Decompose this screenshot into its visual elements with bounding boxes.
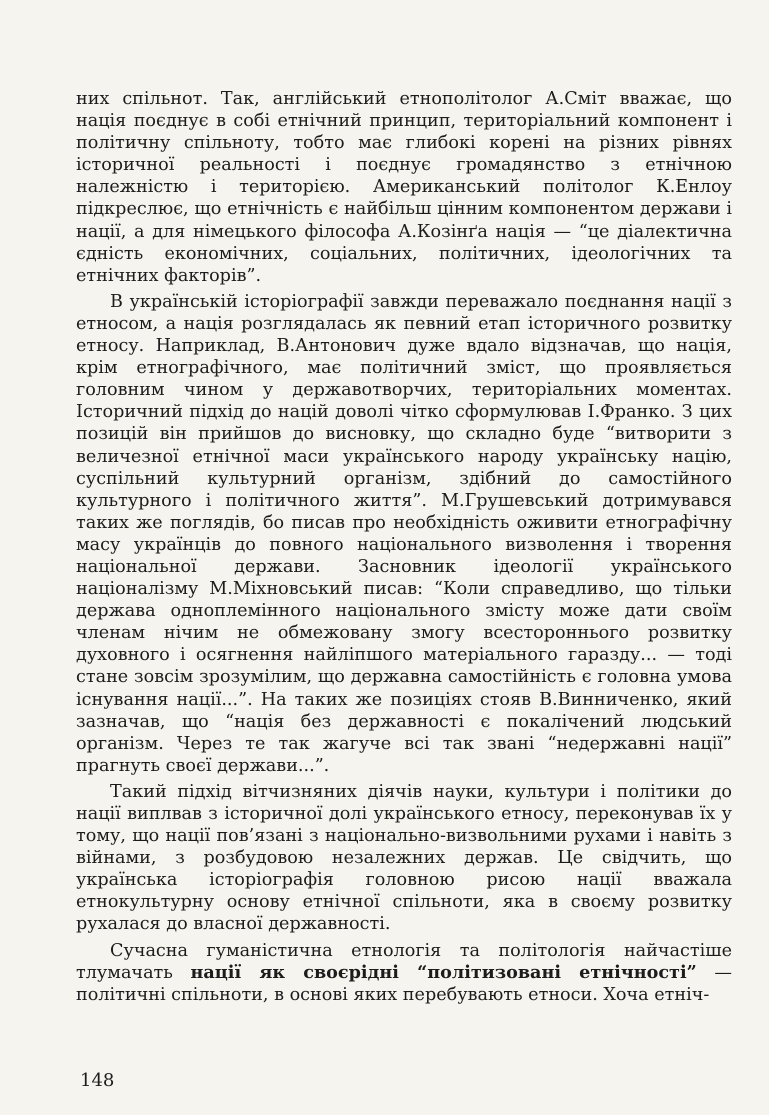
paragraph-4 [76, 940, 732, 1006]
paragraph-2: В українській історіографії завжди переважало поєднання нації з етносом, а нація розглядалась як певний етап історичного розвитку етносу. Наприклад, В.Антонович дуже вдало відзначав, що нація, крім етнографічного, має політичний зміст, що проявляється головним чином у державотворчих, територіальних моментах. Історичний підхід до націй доволі чітко сформулював І.Франко. З цих позицій він прийшов до висновку, що складно буде “витворити з величезної етнічної маси українського народу українську націю, суспільний культурний організм, здібний до самостійного культурного і політичного життя”. М.Грушевський дотримувався таких же поглядів, бо писав про необхідність оживити етнографічну масу українців до повного національного визволення і творення національної держави. Засновник ідеології українського націоналізму М.Міхновський писав: “Коли справедливо, що тільки держава одноплемінного національного змісту може дати своїм членам нічим не обмежовану змогу всестороннього розвитку духовного і осягнення найліпшого матеріального гаразду... — тоді стане зовсім зрозумілим, що державна самостійність є головна умова існування нації...”. На таких же позиціях стояв В.Винниченко, який зазначав, що “нація без державності є покалічений людський організм. Через те так жагуче всі так звані “недержавні нації” прагнуть своєї держави...”. [76, 291, 732, 776]
paragraph-4-end: — політичні спільноти, в основі яких перебувають етноси. Хоча етніч- [76, 962, 732, 1005]
paragraph-3: Такий підхід вітчизняних діячів науки, культури і політики до нації виплвав з історичної долі українського етносу, переконував їх у тому, що нації пов’язані з національно-визвольними рухами і навіть з війнами, з розбудовою незалежних держав. Це свідчить, що українська історіографія головною рисою нації вважала етнокультурну основу етнічної спільноти, яка в своєму розвитку рухалася до власної державності. [76, 781, 732, 935]
paragraph-1: них спільнот. Так, англійський етнополітолог А.Сміт вважає, що нація поєднує в собі етнічний принцип, територіальний компонент і політичну спільноту, тобто має глибокі корені на різних рівнях історичної реальності і поєднує громадянство з етнічною належністю і територією. Американський політолог К.Енлоу підкреслює, що етнічність є найбільш цінним компонентом держави і нації, а для німецького філософа А.Козінґа нація — “це діалектична єдність економічних, соціальних, політичних, ідеологічних та етнічних факторів”. [76, 89, 732, 286]
paragraph-4-emphasis: нації як своєрідні “політизовані етнічності” [190, 961, 697, 983]
page-number: 148 [80, 1070, 115, 1091]
paragraph-4-start: Сучасна гуманістична етнологія та політологія найчастіше тлумачать [76, 940, 732, 983]
page-body [76, 88, 732, 1006]
